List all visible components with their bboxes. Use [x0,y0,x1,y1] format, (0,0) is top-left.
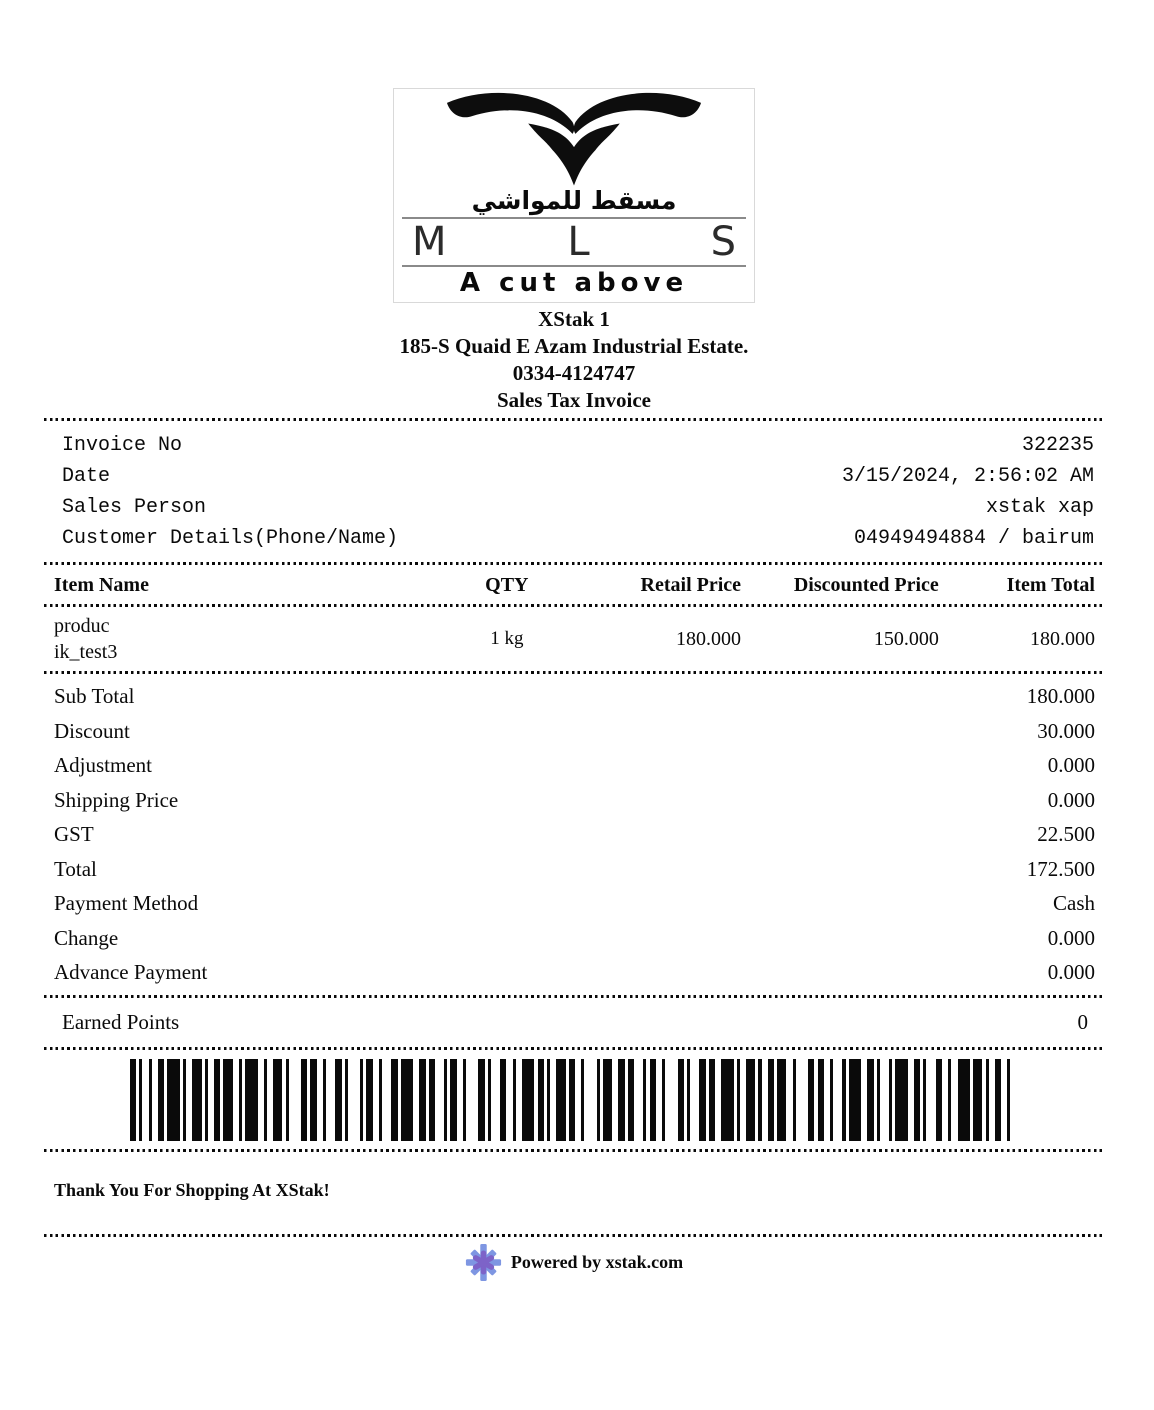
invoice-number-value: 322235 [1021,434,1094,457]
receipt [44,88,1104,1312]
separator [44,1149,1104,1152]
subtotal-row [54,679,1095,714]
powered-by-row [44,1243,1104,1312]
change-label: Change [54,925,119,950]
item-retail-price: 180.000 [676,628,742,650]
total-row [54,852,1095,887]
customer-details-row [62,523,1094,554]
barcode-bar [556,1059,565,1141]
column-header-qty: QTY [485,574,529,596]
advance-payment-row [54,955,1095,990]
adjustment-label: Adjustment [54,753,152,777]
barcode-bar [849,1059,861,1141]
shipping-price-row [54,783,1095,818]
invoice-date-label: Date [62,465,111,488]
barcode-bar [603,1059,612,1141]
shipping-price-value: 0.000 [1047,787,1095,812]
sales-person-value: xstak xap [985,496,1094,519]
item-total: 180.000 [1029,628,1095,650]
barcode-gap [491,1059,500,1141]
gst-value: 22.500 [1037,822,1095,846]
barcode-gap [435,1059,444,1141]
advance-payment-label: Advance Payment [54,960,208,984]
barcode-gap [289,1059,301,1141]
barcode-gap [466,1059,478,1141]
item-discounted-price: 150.000 [873,628,939,650]
store-address: 185-S Quaid E Azam Industrial Estate. [399,334,749,358]
payment-method-value: Cash [1053,891,1095,915]
powered-by-text: Powered by xstak.com [510,1251,684,1272]
earned-points-label: Earned Points [62,1009,180,1034]
logo-arabic-text: مسقط للمواشي [471,186,677,215]
invoice-date-value: 3/15/2024, 2:56:02 AM [841,465,1094,488]
barcode-gap [1010,1059,1016,1141]
customer-details-label: Customer Details(Phone/Name) [62,527,399,550]
sales-person-label: Sales Person [62,496,207,519]
barcode-bar [522,1059,534,1141]
total-label: Total [54,856,97,881]
store-logo [393,88,755,303]
discount-row [54,714,1095,749]
adjustment-row [54,748,1095,783]
discount-label: Discount [54,718,130,743]
separator [44,1234,1104,1237]
total-value: 172.500 [1026,856,1095,881]
earned-points-value: 0 [1077,1009,1088,1034]
payment-method-label: Payment Method [54,891,199,915]
barcode-bar [958,1059,970,1141]
store-phone: 0334-4124747 [512,361,636,385]
invoice-number-label: Invoice No [62,434,183,457]
invoice-date-row [62,461,1094,492]
barcode-gap [382,1059,391,1141]
barcode [130,1059,1018,1141]
thank-you-message: Thank You For Shopping At XStak! [54,1179,330,1200]
column-header-item-total: Item Total [1006,574,1095,596]
barcode-gap [665,1059,677,1141]
barcode-bar [895,1059,907,1141]
items-table-header [44,565,1104,604]
barcode-bar [223,1059,232,1141]
advance-payment-value: 0.000 [1047,960,1095,984]
logo-tagline: A cut above [459,268,689,298]
gst-label: GST [54,822,94,846]
store-header [44,306,1104,414]
item-name: produc ik_test3 [54,615,118,663]
barcode-bar [245,1059,257,1141]
barcode-bar [192,1059,201,1141]
barcode-bar [167,1059,179,1141]
barcode-gap [326,1059,335,1141]
change-row [54,921,1095,956]
bull-horns-icon [402,91,746,187]
sales-person-row [62,492,1094,523]
column-header-item-name: Item Name [54,574,149,596]
xstak-asterisk-icon [465,1243,502,1282]
change-value: 0.000 [1047,925,1095,950]
barcode-gap [833,1059,842,1141]
barcode-gap [348,1059,360,1141]
logo-divider-bottom [402,265,746,267]
logo-letter-s: S [710,219,736,265]
column-header-retail-price: Retail Price [640,574,742,596]
barcode-gap [634,1059,643,1141]
invoice-number-row [62,430,1094,461]
store-name: XStak 1 [538,307,610,331]
subtotal-label: Sub Total [54,684,135,708]
item-qty: 1 kg [490,628,524,649]
barcode-bar [721,1059,733,1141]
barcode-section [44,1050,1104,1149]
customer-details-value: 04949494884 / bairum [853,527,1094,550]
invoice-info [44,421,1104,562]
table-row [44,607,1104,671]
barcode-gap [926,1059,935,1141]
shipping-price-label: Shipping Price [54,787,179,812]
gst-row [54,817,1095,852]
barcode-bar [746,1059,755,1141]
logo-acronym [402,221,746,263]
document-title: Sales Tax Invoice [496,388,652,412]
payment-method-row [54,886,1095,921]
barcode-gap [880,1059,889,1141]
logo-letter-m: M [412,219,447,265]
barcode-gap [796,1059,808,1141]
discount-value: 30.000 [1037,718,1095,743]
barcode-bar [273,1059,282,1141]
column-header-discounted-price: Discounted Price [793,574,939,596]
barcode-gap [584,1059,596,1141]
earned-points-row [44,998,1104,1047]
logo-letter-l: L [567,219,590,265]
barcode-gap [690,1059,699,1141]
barcode-bar [777,1059,786,1141]
adjustment-value: 0.000 [1047,753,1095,777]
subtotal-value: 180.000 [1026,684,1095,708]
barcode-bar [401,1059,413,1141]
barcode-bar [973,1059,982,1141]
summary-section [44,674,1104,995]
